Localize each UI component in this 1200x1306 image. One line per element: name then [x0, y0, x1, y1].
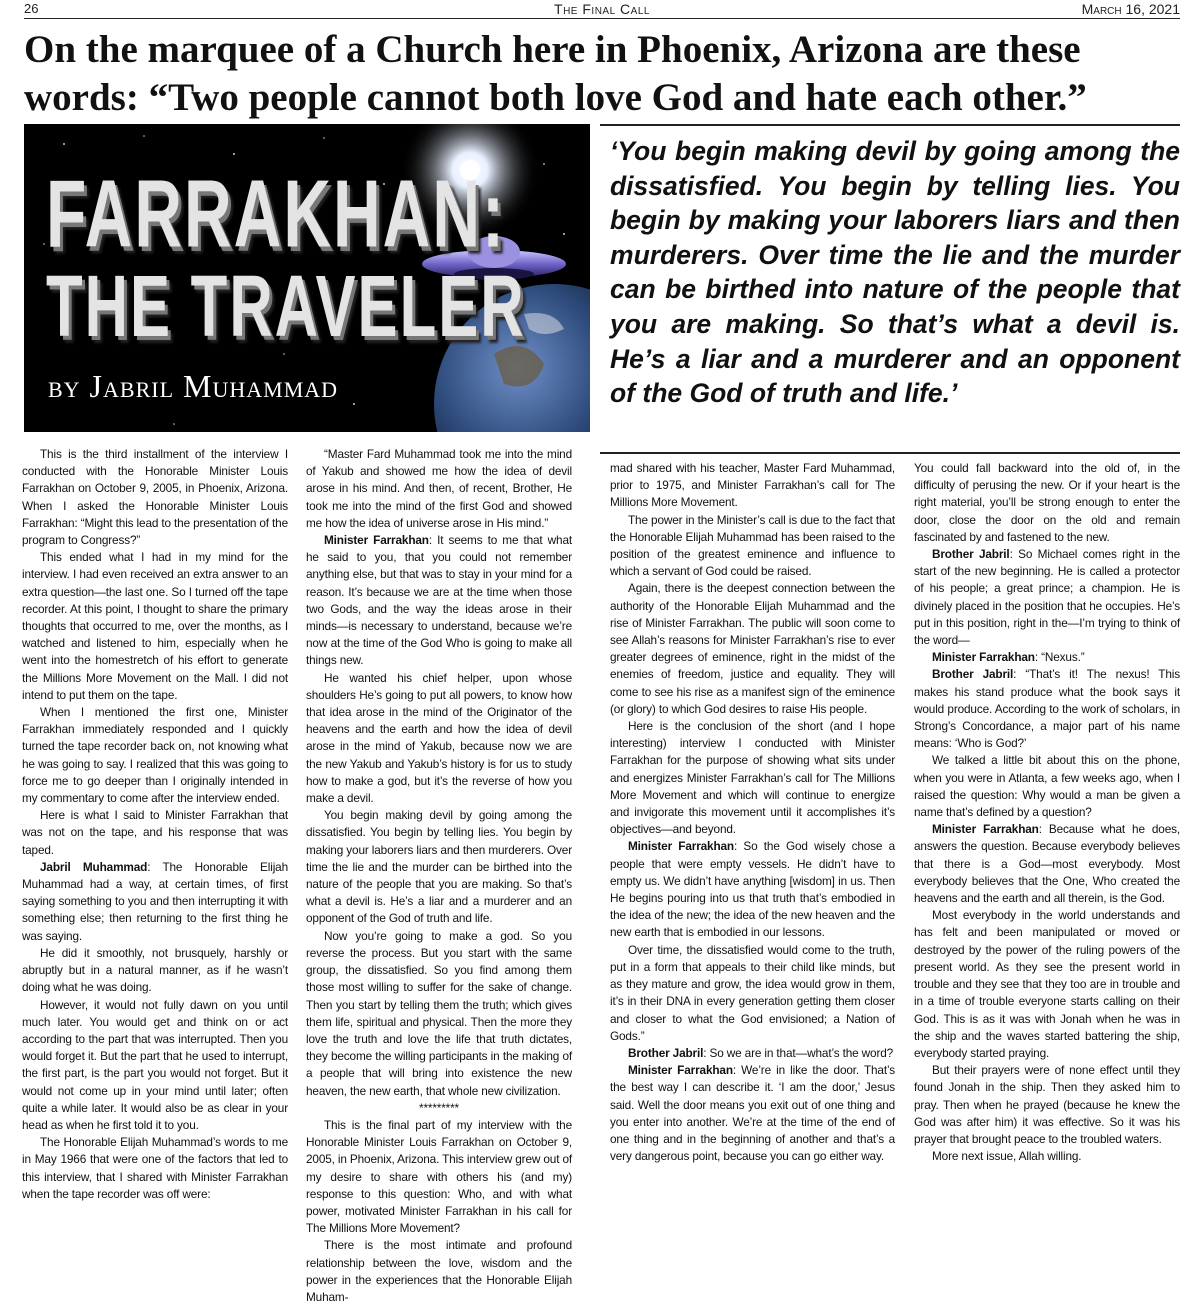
speaker-name: Minister Farrakhan: [932, 822, 1039, 837]
paragraph-text: : It seems to me that what he said to you, that you could not remember anything else, but that was to stay in your mind for a reason. It’s because we are at the time when those two Gods, and the way the ideas arose in their minds—is necessary to understand, because we’re now at the time of the God Who is going to make all things new.: [306, 533, 572, 668]
page-header: [24, 0, 1180, 19]
body-paragraph: [306, 1237, 572, 1306]
body-paragraph: [914, 907, 1180, 1062]
paragraph-text: But their prayers were of none effect until they found Jonah in the ship. Then they asked him to pray. Then when he prayed (because he knew the God was after him) it was effective. So it was his prayer that brought peace to the troubled waters.: [914, 1063, 1180, 1146]
paragraph-text: mad shared with his teacher, Master Fard Muhammad, prior to 1975, and Minister Farrakhan’s call for The Millions More Movement.: [610, 461, 895, 510]
paragraph-text: This ended what I had in my mind for the interview. I had even received an extra answer to an extra question—the last one. So I turned off the tape recorder. At this point, I thought to share the primary thoughts that occurred to me, over the months, as I watched and listened to him, especially when he went into the homestretch of his effort to generate the Millions More Movement on the Mall. I did not intend to put them on the tape.: [22, 550, 288, 702]
body-paragraph: [306, 446, 572, 532]
body-paragraph: [610, 838, 895, 941]
speaker-name: Minister Farrakhan: [932, 650, 1035, 665]
body-paragraph: [610, 512, 895, 581]
paragraph-text: : So the God wisely chose a people that were empty vessels. He didn’t have to empty us. We didn’t have anything [wisdom] in us. Then He begins pouring into us that truth that’s embodied in the idea of the new; the idea of the new heaven and the new earth that is embodied in our lessons.: [610, 839, 895, 940]
body-paragraph: [22, 1134, 288, 1203]
body-paragraph: [914, 546, 1180, 649]
paragraph-text: We talked a little bit about this on the phone, when you were in Atlanta, a few weeks ago, when I raised the question: Why would a man be given a name that’s defined by a question?: [914, 753, 1180, 820]
body-paragraph: [610, 460, 895, 512]
paragraph-text: This is the third installment of the interview I conducted with the Honorable Minister Louis Farrakhan on October 9, 2005, in Phoenix, Arizona. When I asked the Honorable Minister Louis Farrakhan: “Might this lead to the presentation of the program to Congress?”: [22, 447, 289, 548]
issue-date: March 16, 2021: [1081, 1, 1180, 17]
paragraph-text: There is the most intimate and profound relationship between the love, wisdom and the power in the experiences that the Honorable Elijah Muham-: [306, 1238, 572, 1304]
body-paragraph: [610, 580, 895, 718]
body-paragraph: [914, 752, 1180, 821]
body-paragraph: [306, 670, 572, 808]
pull-quote: ‘You begin making devil by going among the dissatisfied. You begin by telling lies. You begin by making your laborers liars and then murderers. Over time the lie and the murder can be birthed into nature of the people that you are making. So that’s what a devil is. He’s a liar and a murderer and an opponent of the God of truth and life.’: [600, 124, 1180, 454]
speaker-name: Brother Jabril: [932, 547, 1010, 562]
paragraph-text: : The Honorable Elijah Muhammad had a way, at certain times, of first saying something to you and then interrupting it with something else; then returning to the first thing he was saying.: [22, 859, 288, 943]
paragraph-text: : We’re in like the door. That’s the best way I can describe it. ‘I am the door,’ Jesus said. Well the door means you exit out of one thing and you enter into another. We’re at the time of the end of one thing and in the beginning of another and that’s a very dangerous point, because you can go either way.: [610, 1063, 895, 1164]
paragraph-text: “Master Fard Muhammad took me into the mind of Yakub and showed me how the idea of devil arose in his mind. And then, of recent, Brother, He took me into the mind of the first God and showed me how the idea of universe arose in His mind.”: [306, 447, 572, 530]
body-paragraph: [22, 549, 288, 704]
speaker-name: Brother Jabril: [628, 1045, 704, 1060]
speaker-name: Minister Farrakhan: [628, 839, 734, 854]
body-paragraph: [306, 928, 572, 1100]
paragraph-text: Most everybody in the world understands and has felt and been manipulated or moved or destroyed by the power of the ruling powers of the present world. As they see the present world in trouble and they see that they too are in trouble and in a time of trouble everyone starts calling on their God. This is as it was with Jonah when he was in the ship and the waves started battering the ship, everybody started praying.: [914, 908, 1180, 1060]
paragraph-text: He did it smoothly, not brusquely, harshly or abruptly but in a natural manner, as if he wasn’t doing what he was doing.: [22, 945, 288, 995]
body-column-3: [610, 460, 895, 1165]
body-paragraph: [22, 997, 288, 1135]
paragraph-text: Here is what I said to Minister Farrakhan that was not on the tape, and his response that was taped.: [22, 808, 288, 857]
article-headline: On the marquee of a Church here in Phoenix, Arizona are these words: “Two people cannot both love God and hate each other.”: [24, 28, 1087, 119]
paragraph-text: : “Nexus.”: [1034, 650, 1085, 665]
paragraph-text: Again, there is the deepest connection between the authority of the Honorable Elijah Muhammad and the rise of Minister Farrakhan. The public will soon come to see Allah’s reasons for Minister Farrakhan’s rise to ever greater degrees of eminence, right in the midst of the enemies of freedom, justice and equality. They will come to see his rise as a manifest sign of the eminence (or glory) to which God desires to raise His people.: [610, 581, 895, 716]
body-paragraph: [610, 1045, 895, 1062]
body-paragraph: [914, 649, 1180, 666]
body-paragraph: [306, 532, 572, 670]
paragraph-text: You could fall backward into the old of, in the difficulty of perusing the new. Or if your heart is the right material, you’ll be strong enough to enter the door, close the door on the old and remain fascinated by and fastened to the new.: [914, 461, 1180, 544]
paragraph-text: Here is the conclusion of the short (and I hope interesting) interview I conducted with Minister Farrakhan for the purpose of showing what sits under and energizes Minister Farrakhan’s call for The Millions More Movement and which will continue to energize and invigorate this movement until it accomplishes it’s objectives—and beyond.: [610, 719, 895, 837]
speaker-name: Minister Farrakhan: [628, 1063, 733, 1078]
body-paragraph: [22, 807, 288, 859]
publication-name: The Final Call: [554, 1, 650, 17]
body-paragraph: [306, 1117, 572, 1237]
speaker-name: Jabril Muhammad: [40, 859, 148, 874]
paragraph-text: : So Michael comes right in the start of the new beginning. He is called a protector of his people; a great prince; a champion. He is divinely placed in the position that he occupies. He’s put in this position, right in the—I’m trying to think of the word—: [914, 547, 1180, 648]
column-banner-image: [24, 124, 590, 432]
paragraph-text: : So we are in that—what’s the word?: [703, 1045, 894, 1060]
body-column-1: [22, 446, 288, 1203]
paragraph-text: The Honorable Elijah Muhammad’s words to me in May 1966 that were one of the factors that led to this interview, that I shared with Minister Farrakhan when the tape recorder was off were:: [22, 1135, 288, 1201]
paragraph-text: : Because what he does, answers the question. Because everybody believes that there is a God—most everybody. Most everybody believes that the One, Who created the heavens and the earth and all therein, is the God.: [914, 822, 1180, 906]
body-paragraph: [914, 460, 1180, 546]
body-paragraph: [610, 718, 895, 838]
paragraph-text: However, it would not fully dawn on you until much later. You would get and think on or act according to the part that was interrupted. Then you would forget it. But the part that he used to interrupt, the first part, is the part you would not forget. But it would not come up in your mind until later; often quite a while later. It would also be as clear in your head as when he first told it to you.: [22, 997, 288, 1132]
paragraph-text: *********: [419, 1100, 459, 1115]
paragraph-text: He wanted his chief helper, upon whose shoulders He’s going to put all powers, to know how that idea arose in the mind of the Originator of the heavens and the earth and how the idea of devil arose in the mind of Yakub, because now we are the new Yakub and Yakub’s history is for us to study how to make a god, but it’s the reverse of how you make a devil.: [306, 670, 572, 806]
body-paragraph: [306, 807, 572, 927]
body-paragraph: [22, 859, 288, 945]
section-separator: [306, 1100, 572, 1117]
paragraph-text: The power in the Minister’s call is due to the fact that the Honorable Elijah Muhammad has been raised to the position of the greatest eminence and influence to which a servant of God could be raised.: [610, 512, 895, 579]
body-paragraph: [22, 945, 288, 997]
body-paragraph: [914, 1148, 1180, 1165]
body-paragraph: [914, 666, 1180, 752]
body-paragraph: [22, 704, 288, 807]
speaker-name: Minister Farrakhan: [324, 533, 429, 548]
page-number: 26: [24, 1, 39, 16]
paragraph-text: When I mentioned the first one, Minister Farrakhan immediately responded and I quickly turned the tape recorder back on, not knowing what he was going to say. I realized that this was going to force me to go deeper than I originally intended in my commentary to come after the interview ended.: [22, 705, 288, 806]
paragraph-text: More next issue, Allah willing.: [932, 1149, 1082, 1164]
body-paragraph: [610, 942, 895, 1045]
body-column-4: [914, 460, 1180, 1165]
paragraph-text: Now you’re going to make a god. So you reverse the process. But you start with the same group, the dissatisfied. So you find among them those most willing to suffer for the sake of change. Then you start by telling them the truth; which gives them life, spiritual and physical. Then the more they love the truth and love the life that truth dictates, they become the willing participants in the making of a people that will bring into existence the new heaven, the new earth, that whole new civilization.: [306, 928, 572, 1098]
paragraph-text: You begin making devil by going among the dissatisfied. You begin by telling lies. You begin by making your laborers liars and then murderers. Over time the lie and the murder can be birthed into the nature of the people that you are making. So that’s what a devil is. He’s a liar and a murderer and an opponent of the God of truth and life.: [306, 808, 572, 926]
paragraph-text: : “That’s it! The nexus! This makes his stand produce what the book says it would produce. According to the work of scholars, in Strong’s Concordance, a major part of his name means: ‘Who is God?’: [914, 667, 1180, 751]
paragraph-text: Over time, the dissatisfied would come to the truth, put in a form that appeals to their child like minds, but as they mature and grow, the idea would grow in them, it’s in their DNA in every generation getting them closer and closer to what the God envisioned; a Nation of Gods.”: [610, 942, 895, 1043]
column-title-line1: FARRAKHAN:: [46, 159, 506, 267]
body-paragraph: [610, 1062, 895, 1165]
body-column-2: [306, 446, 572, 1306]
body-paragraph: [914, 821, 1180, 907]
body-paragraph: [914, 1062, 1180, 1148]
column-title-line2: THE TRAVELER: [46, 257, 526, 355]
paragraph-text: This is the final part of my interview with the Honorable Minister Louis Farrakhan on October 9, 2005, in Phoenix, Arizona. This interview grew out of my desire to share with others his (and my) response to this question: Who, and with what power, motivated Minister Farrakhan in his call for The Millions More Movement?: [306, 1117, 572, 1236]
speaker-name: Brother Jabril: [932, 667, 1014, 682]
column-byline: by Jabril Muhammad: [48, 368, 339, 404]
body-paragraph: [22, 446, 288, 549]
